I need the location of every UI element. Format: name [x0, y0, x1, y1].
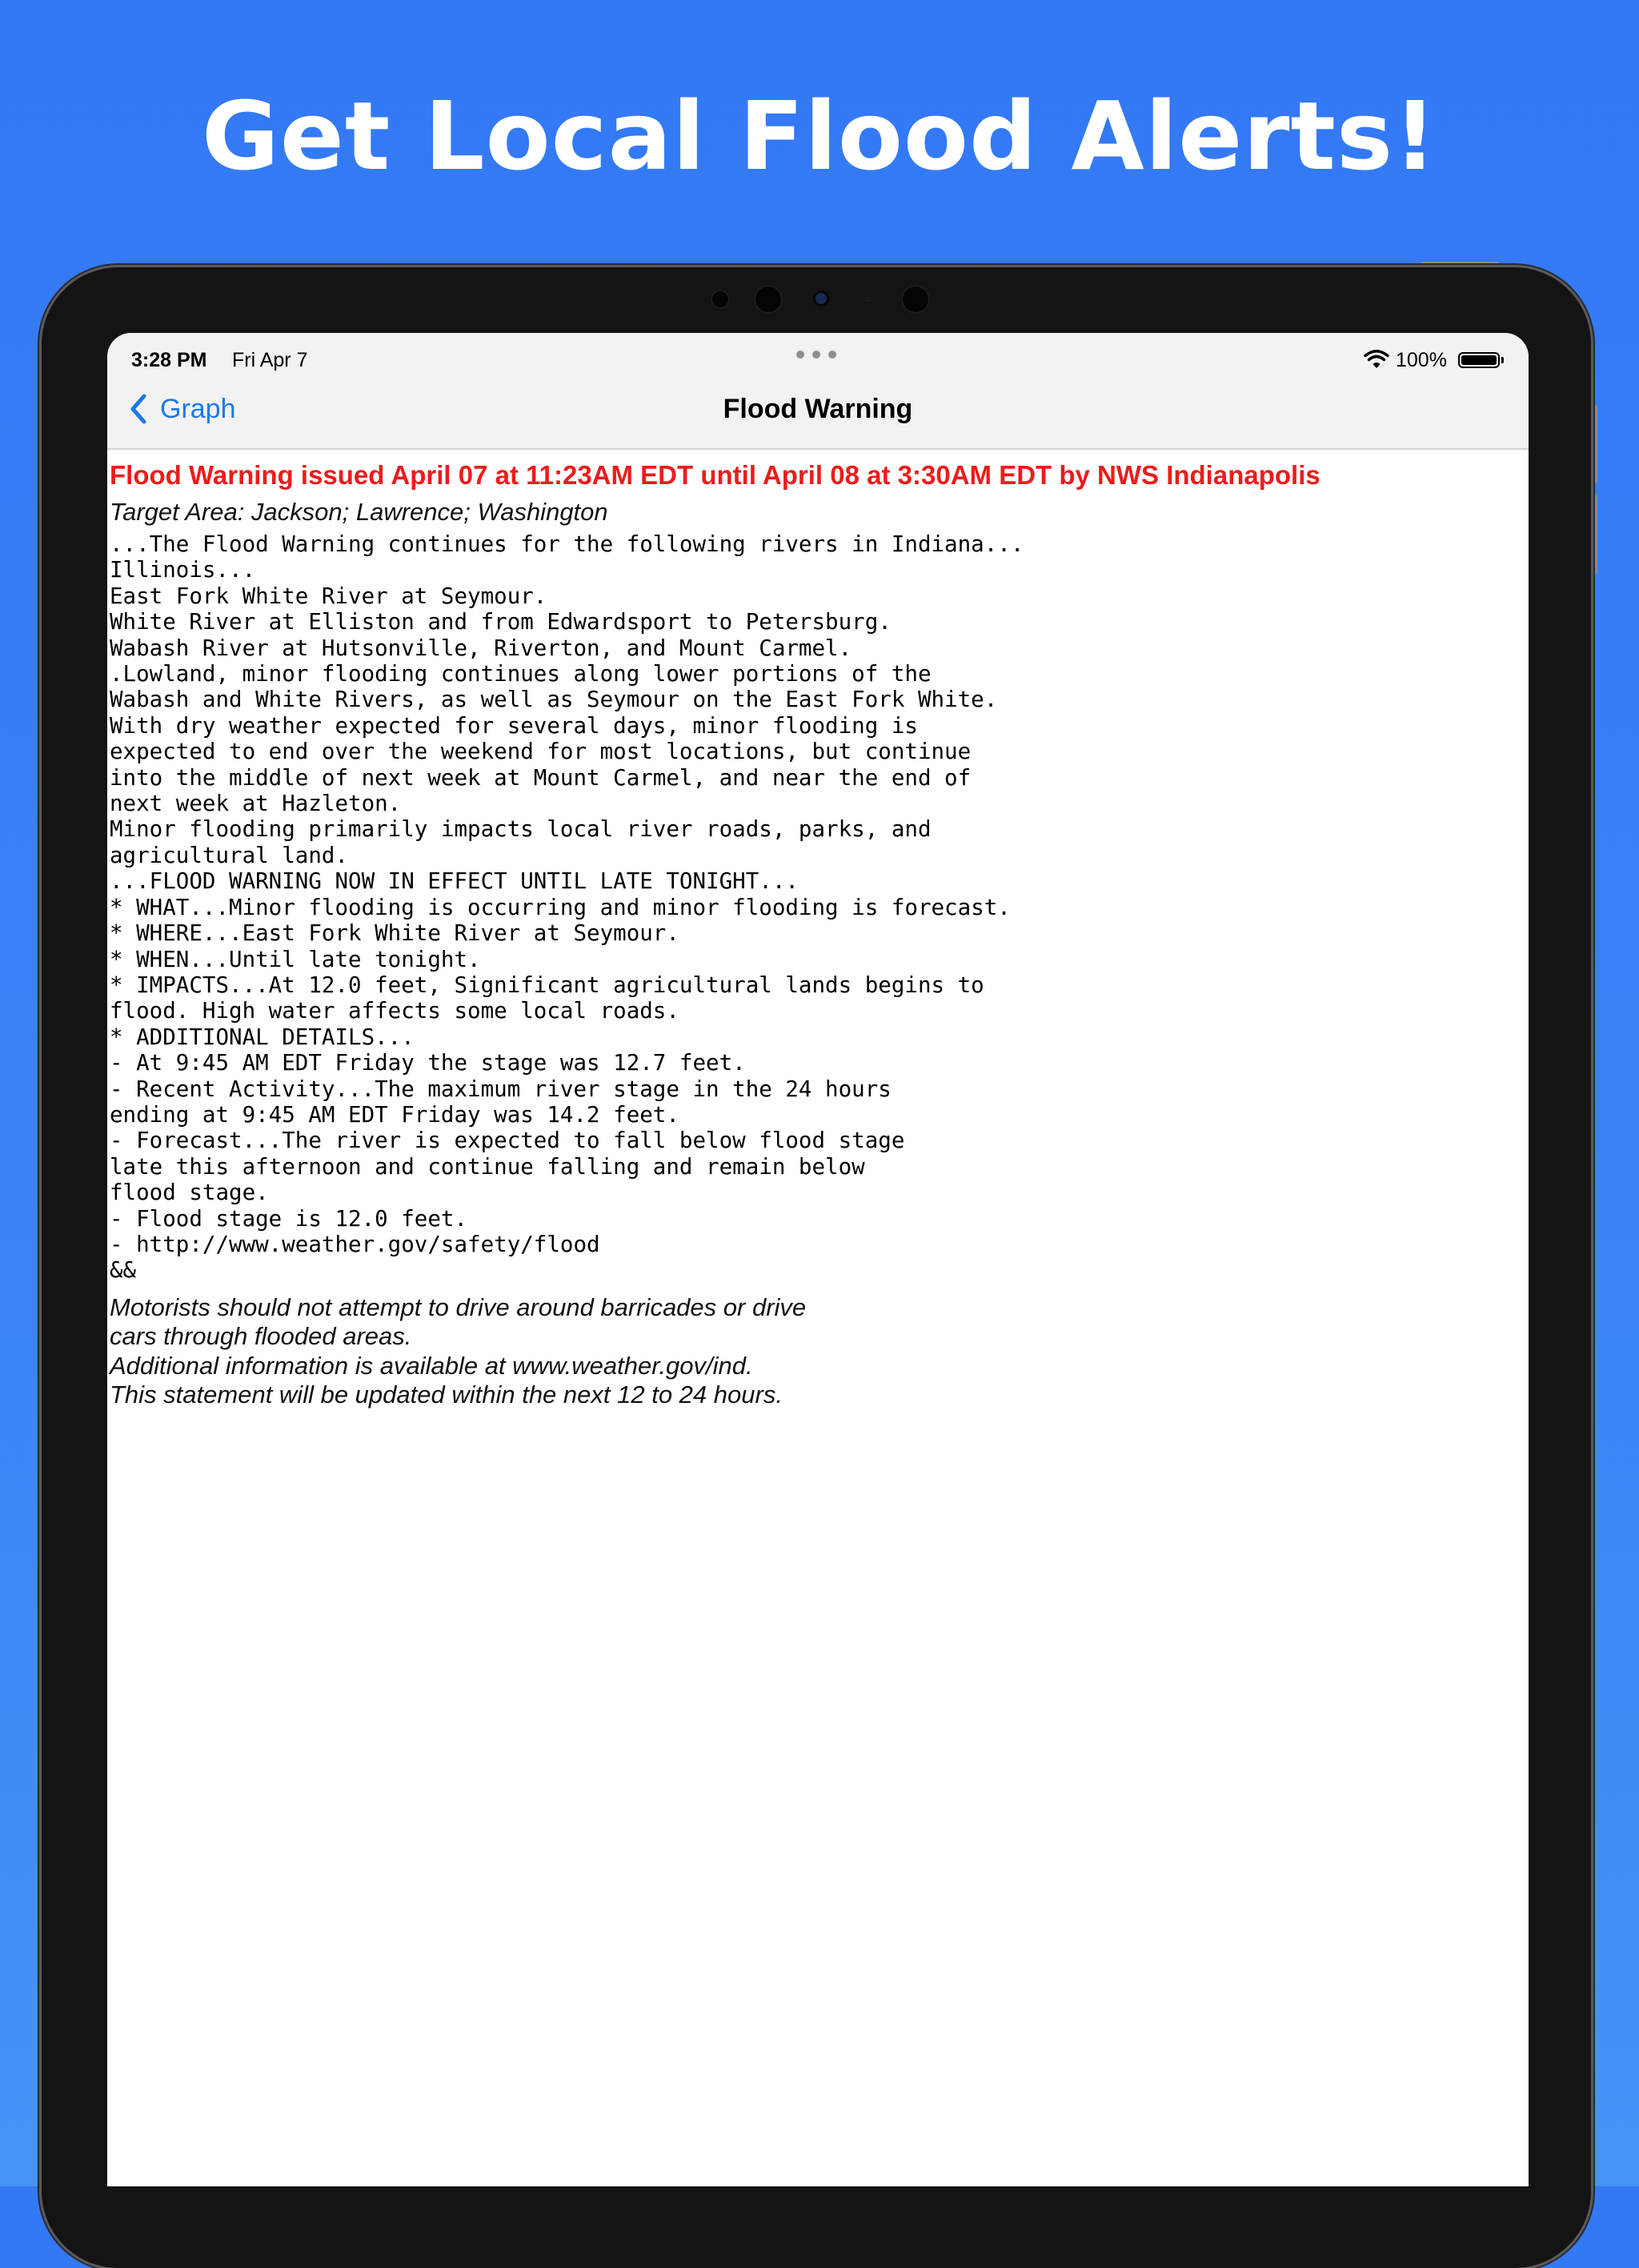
camera-sensor: [901, 285, 930, 314]
back-button-label: Graph: [160, 393, 236, 424]
alert-instructions: Motorists should not attempt to drive around barricades or drive cars through flooded areas. Additional information is available at www.weather.gov/ind. This statement will be updated within the next 12 to 24 hours.: [110, 1292, 807, 1409]
wifi-icon: [1364, 349, 1389, 370]
multitasking-dots-icon[interactable]: [796, 347, 840, 360]
camera-sensor: [865, 297, 870, 302]
alert-content: [110, 450, 1526, 1410]
status-time: 3:28 PM: [131, 349, 207, 371]
alert-headline: Flood Warning issued April 07 at 11:23AM EDT until April 08 at 3:30AM EDT by NWS Indianapolis: [110, 460, 1320, 490]
battery-percentage: 100%: [1396, 349, 1447, 371]
promo-headline: Get Local Flood Alerts!: [202, 81, 1437, 191]
battery-icon: [1458, 352, 1500, 368]
navigation-bar: [107, 333, 1529, 450]
status-date: Fri Apr 7: [232, 349, 308, 371]
nav-title: Flood Warning: [723, 394, 913, 424]
alert-body-text: ...The Flood Warning continues for the following rivers in Indiana... Illinois... East Fork White River at Seymour. White River at Elliston and from Edwardsport to Petersburg. Wabash River at Hutsonville, Riverton, and Mount Carmel. .Lowland, minor flooding continues along lower portions of the Wabash and White Rivers, as well as Seymour on the East Fork White. With dry weather expected for several days, minor flooding is expected to end over the weekend for most locations, but continue into the middle of next week at Mount Carmel, and near the end of next week at Hazleton. Minor flooding primarily impacts local river roads, parks, and agricultural land. ...FLOOD WARNING NOW IN EFFECT UNTIL LATE TONIGHT... * WHAT...Minor flooding is occurring and minor flooding is forecast. * WHERE...East Fork White River at Seymour. * WHEN...Until late tonight. * IMPACTS...At 12.0 feet, Significant agricultural lands begins to flood. High water affects some local roads. * ADDITIONAL DETAILS... - At 9:45 AM EDT Friday the stage was 12.7 feet. - Recent Activity...The maximum river stage in the 24 hours ending at 9:45 AM EDT Friday was 14.2 feet. - Forecast...The river is expected to fall below flood stage late this afternoon and continue falling and remain below flood stage. - Flood stage is 12.0 feet. - http://www.weather.gov/safety/flood &&: [110, 531, 1024, 1284]
front-camera: [815, 293, 827, 304]
alert-target-area: Target Area: Jackson; Lawrence; Washington: [110, 498, 608, 526]
camera-sensor: [711, 290, 730, 309]
app-screen: [107, 333, 1529, 2186]
camera-sensor: [754, 285, 783, 314]
